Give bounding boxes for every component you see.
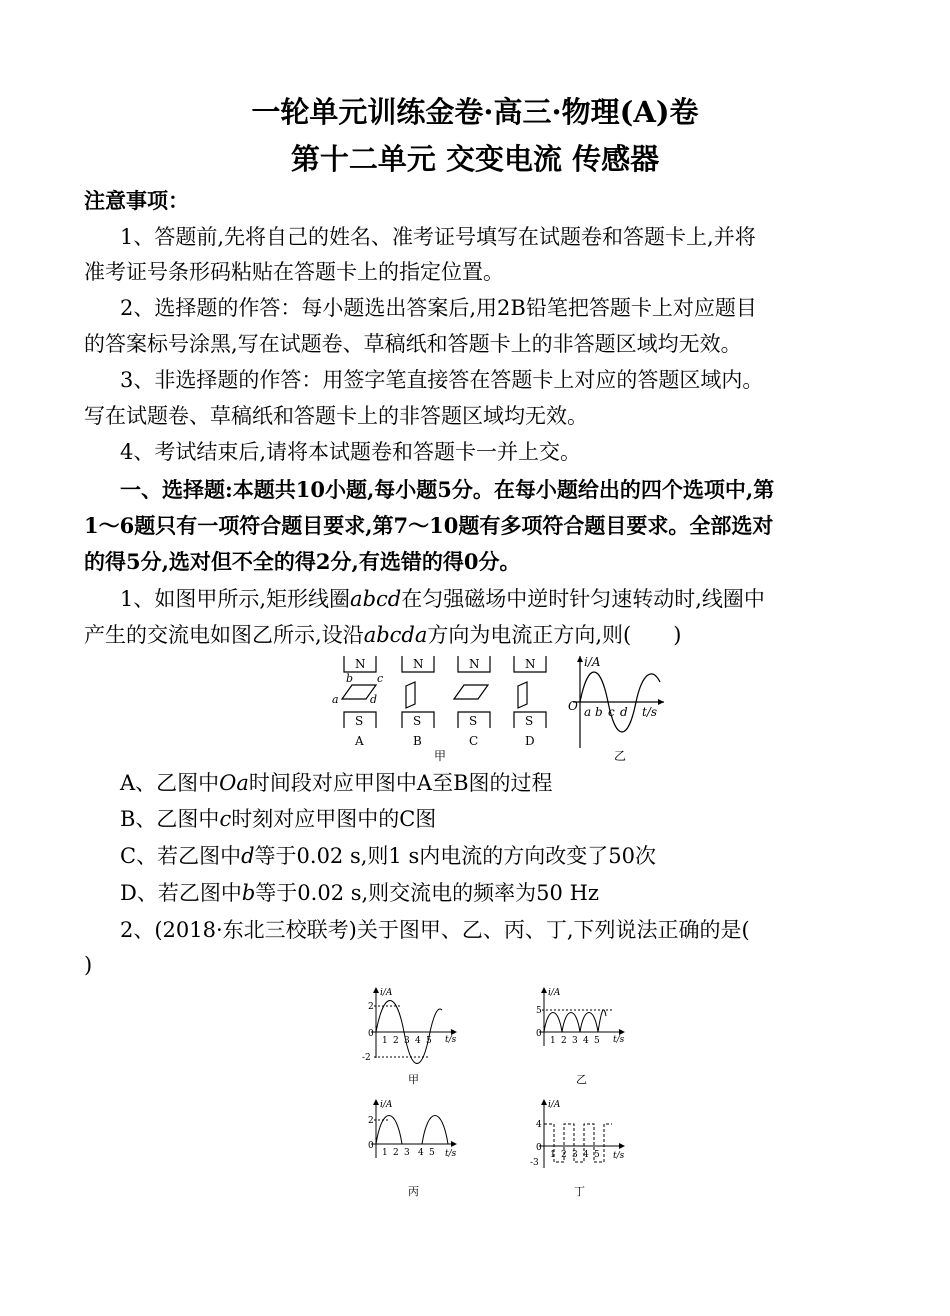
coil-label-a: a	[332, 693, 339, 706]
axis-label-x: t/s	[613, 1151, 625, 1161]
notice-item-4: 4、考试结束后,请将本试题卷和答题卡一并上交。	[120, 440, 582, 464]
axis-label-x: t/s	[445, 1149, 457, 1159]
magnet-label-b: B	[413, 734, 422, 748]
q1-stem-line1	[120, 582, 910, 616]
graph-point-b: b	[595, 705, 603, 719]
origin-label: 0	[368, 1029, 374, 1039]
notice-item-2-line2: 的答案标号涂黑,写在试题卷、草稿纸和答题卡上的非答题区域均无效。	[84, 332, 742, 356]
x-tick-2: 2	[393, 1148, 399, 1158]
coil-label-c: c	[377, 672, 384, 685]
unit-subtitle: 第十二单元 交变电流 传感器	[290, 142, 660, 176]
y-tick-top: 2	[368, 1002, 374, 1012]
magnet-label-d: D	[525, 734, 535, 748]
coil-label-b: b	[346, 672, 354, 685]
graph-caption: 甲	[408, 1073, 419, 1086]
y-tick-top: 4	[536, 1120, 542, 1130]
x-tick-5: 5	[594, 1036, 600, 1046]
notice-item-1-line2: 准考证号条形码粘贴在答题卡上的指定位置。	[84, 260, 504, 284]
option-text: B、乙图中	[120, 807, 220, 831]
pole-n-a: N	[355, 657, 366, 671]
pole-s-a: S	[355, 714, 364, 728]
coil-label-d: d	[370, 693, 378, 706]
q1-option-d	[120, 876, 910, 910]
x-tick-3: 3	[404, 1148, 410, 1158]
q1-direction-var: abcda	[363, 623, 428, 647]
notice-item-2-line1: 2、选择题的作答：每小题选出答案后,用2B铅笔把答题卡上对应题目	[120, 296, 757, 320]
option-var: d	[241, 844, 255, 868]
page-title: 一轮单元训练金卷·高三·物理(A)卷	[251, 95, 699, 129]
y-tick-bottom: -2	[362, 1053, 371, 1063]
q1-caption-yi: 乙	[614, 749, 627, 763]
option-text: 时间段对应甲图中A至B图的过程	[248, 771, 553, 795]
magnet-label-c: C	[469, 734, 479, 748]
pole-s-d: S	[525, 714, 534, 728]
notice-item-1-line1: 1、答题前,先将自己的姓名、准考证号填写在试题卷和答题卡上,并将	[120, 225, 756, 249]
q2-graph-ding	[524, 1096, 634, 1201]
pole-n-c: N	[469, 657, 480, 671]
section1-line3: 的得5分,选对但不全的得2分,有选错的得0分。	[84, 549, 521, 574]
q1-stem-text: 方向为电流正方向,则( )	[427, 623, 682, 647]
graph-caption: 丙	[408, 1185, 419, 1198]
pole-s-c: S	[469, 714, 478, 728]
x-tick-2: 2	[561, 1150, 567, 1160]
q1-option-c	[120, 839, 910, 873]
q2-graph-yi	[524, 984, 634, 1089]
q1-stem-text: 在匀强磁场中逆时针匀速转动时,线圈中	[401, 587, 765, 611]
graph-y-label: i/A	[584, 655, 601, 669]
axis-label-y: i/A	[380, 1100, 393, 1110]
notice-heading: 注意事项：	[84, 188, 189, 213]
section1-line1: 一、选择题:本题共10小题,每小题5分。在每小题给出的四个选项中,第	[120, 477, 775, 502]
y-tick-bottom: -3	[530, 1158, 539, 1168]
option-text: D、若乙图中	[120, 881, 242, 905]
option-text: 时刻对应甲图中的C图	[231, 807, 437, 831]
option-text: A、乙图中	[120, 771, 220, 795]
origin-label: 0	[536, 1143, 542, 1153]
graph-x-label: t/s	[642, 705, 658, 719]
q2-stem-line1: 2、(2018·东北三校联考)关于图甲、乙、丙、丁,下列说法正确的是(	[120, 918, 750, 942]
q2-graph-bing	[356, 1096, 466, 1201]
notice-item-3-line2: 写在试题卷、草稿纸和答题卡上的非答题区域均无效。	[84, 404, 588, 428]
pole-s-b: S	[413, 714, 422, 728]
x-tick-4: 4	[583, 1036, 589, 1046]
graph-point-a: a	[584, 705, 592, 719]
x-tick-3: 3	[404, 1036, 410, 1046]
x-tick-4: 4	[415, 1036, 421, 1046]
notice-item-3-line1: 3、非选择题的作答：用签字笔直接答在答题卡上对应的答题区域内。	[120, 368, 764, 392]
graph-point-c: c	[608, 705, 615, 719]
graph-origin: O	[568, 699, 578, 713]
x-tick-4: 4	[583, 1150, 589, 1160]
option-text: 等于0.02 s,则1 s内电流的方向改变了50次	[254, 844, 656, 868]
q2-graph-jia	[356, 984, 466, 1089]
q1-stem-text: 1、如图甲所示,矩形线圈	[120, 587, 351, 611]
y-tick-top: 2	[368, 1116, 374, 1126]
pole-n-b: N	[413, 657, 424, 671]
x-tick-5: 5	[429, 1148, 435, 1158]
axis-label-x: t/s	[445, 1035, 457, 1045]
x-tick-2: 2	[561, 1036, 567, 1046]
option-text: 等于0.02 s,则交流电的频率为50 Hz	[255, 881, 599, 905]
graph-point-d: d	[620, 705, 628, 719]
axis-label-x: t/s	[613, 1035, 625, 1045]
q1-stem-text: 产生的交流电如图乙所示,设沿	[84, 623, 364, 647]
x-tick-2: 2	[393, 1036, 399, 1046]
option-var: c	[219, 807, 232, 831]
option-var: Oa	[219, 771, 249, 795]
x-tick-4: 4	[418, 1148, 424, 1158]
pole-n-d: N	[525, 657, 536, 671]
x-tick-1: 1	[550, 1150, 556, 1160]
section1-line2: 1～6题只有一项符合题目要求,第7～10题有多项符合题目要求。全部选对	[84, 513, 774, 538]
origin-label: 0	[368, 1141, 374, 1151]
x-tick-1: 1	[382, 1148, 388, 1158]
q1-option-a	[120, 766, 910, 800]
q1-option-b	[120, 802, 910, 836]
q1-coil-var: abcd	[350, 587, 402, 611]
q1-caption-jia: 甲	[434, 749, 447, 763]
magnet-label-a: A	[355, 734, 364, 748]
q1-figure	[318, 652, 668, 770]
y-tick-top: 5	[536, 1006, 542, 1016]
axis-label-y: i/A	[548, 988, 561, 998]
graph-caption: 乙	[576, 1073, 587, 1086]
x-tick-3: 3	[572, 1150, 578, 1160]
origin-label: 0	[536, 1029, 542, 1039]
x-tick-5: 5	[594, 1150, 600, 1160]
option-text: C、若乙图中	[120, 844, 242, 868]
x-tick-1: 1	[550, 1036, 556, 1046]
q2-stem-line2: )	[84, 953, 93, 977]
x-tick-1: 1	[382, 1036, 388, 1046]
x-tick-3: 3	[572, 1036, 578, 1046]
q1-stem-line2	[84, 618, 874, 652]
option-var: b	[241, 881, 256, 905]
axis-label-y: i/A	[548, 1100, 561, 1110]
axis-label-y: i/A	[380, 988, 393, 998]
x-tick-5: 5	[426, 1036, 432, 1046]
graph-caption: 丁	[574, 1185, 585, 1198]
